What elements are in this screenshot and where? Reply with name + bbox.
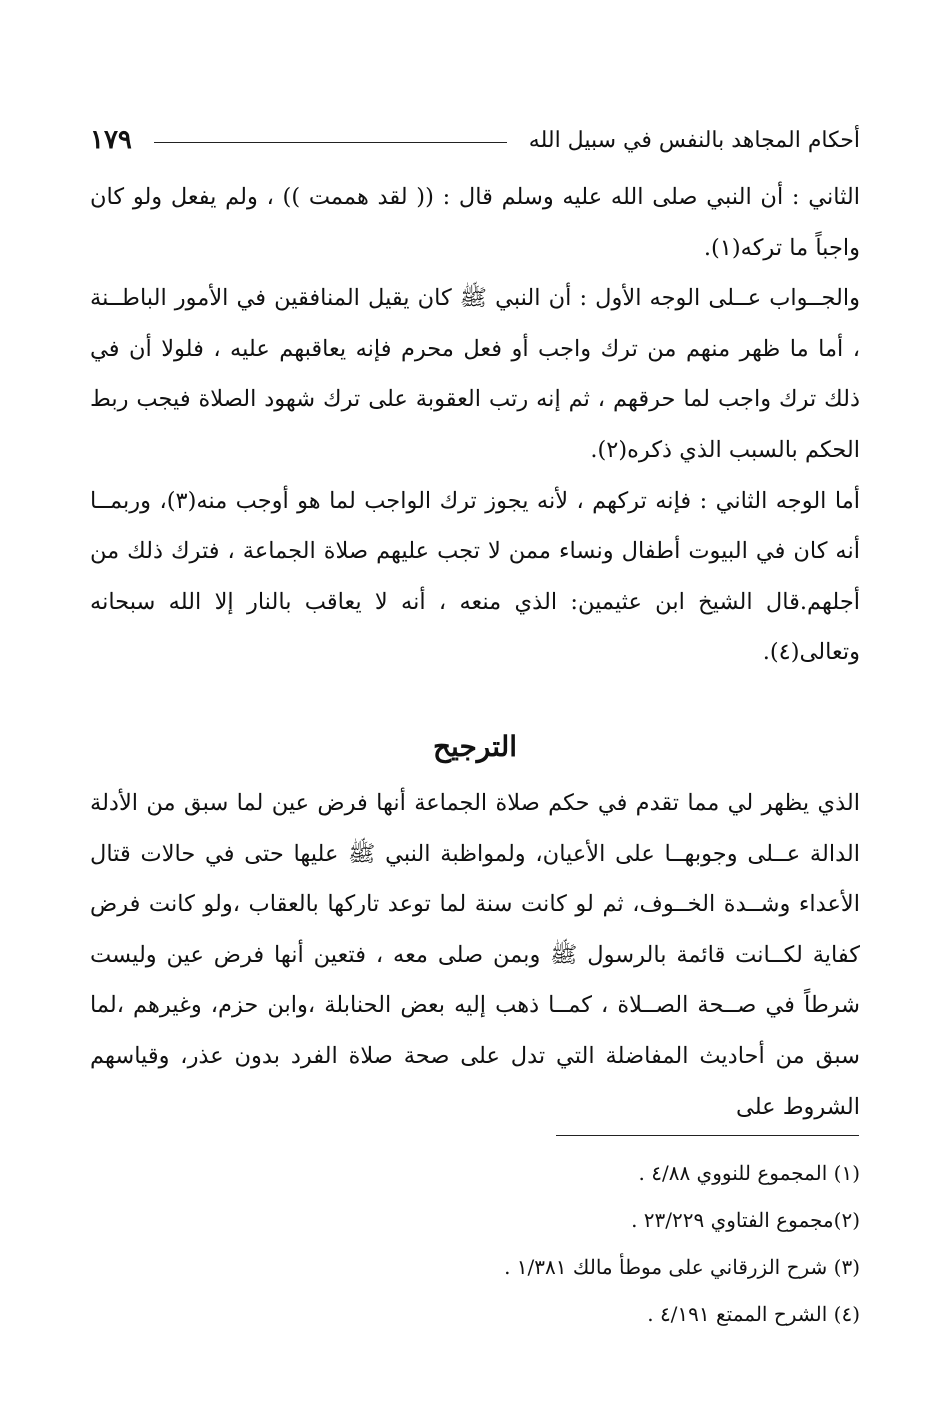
footnote: (٢)مجموع الفتاوي ٢٣/٢٢٩ . — [631, 1208, 860, 1232]
paragraph: الثاني : أن النبي صلى الله عليه وسلم قال : (( لقد هممت )) ، ولم يفعل ولو كان واجباً ما تركه(١). — [90, 184, 860, 261]
footnotes — [300, 1150, 860, 1338]
paragraph: الذي يظهر لي مما تقدم في حكم صلاة الجماعة أنها فرض عين لما سبق من الأدلة الدالة عــلى وجوبهــا على الأعيان، ولمواظبة النبي ﷺ عليها حتى في حالات قتال الأعداء وشــدة الخــوف، ثم لو كانت سنة لما توعد تاركها بالعقاب ،ولو كانت فرض كفاية لكــانت قائمة بالرسول ﷺ وبمن صلى معه ، فتعين أنها فرض عين وليست شرطاً في صــحة الصــلاة ، كمــا ذهب إليه بعض الحنابلة ،وابن حزم، وغيرهم ،لما سبق من أحاديث المفاضلة التي تدل على صحة صلاة الفرد بدون عذر، وقياسهم الشروط على — [90, 790, 860, 1120]
page-number: ١٧٩ — [90, 125, 132, 155]
footnote: (٤) الشرح الممتع ٤/١٩١ . — [647, 1302, 860, 1326]
footnote: (٣) شرح الزرقاني على موطأ مالك ١/٣٨١ . — [504, 1255, 860, 1279]
running-header — [90, 118, 860, 162]
paragraph: أما الوجه الثاني : فإنه تركهم ، لأنه يجوز ترك الواجب لما هو أوجب منه(٣)، وربمــا أنه كان في البيوت أطفال ونساء ممن لا تجب عليهم صلاة الجماعة ، فترك ذلك من أجلهم.قال الشيخ ابن عثيمين: الذي منعه ، أنه لا يعاقب بالنار إلا الله سبحانه وتعالى(٤). — [90, 487, 860, 666]
conclusion-text-block — [90, 778, 860, 1132]
header-rule — [154, 142, 507, 143]
main-text-block — [90, 172, 860, 678]
footnote: (١) المجموع للنووي ٤/٨٨ . — [638, 1161, 860, 1185]
footnote-separator — [556, 1135, 859, 1136]
section-heading: الترجيح — [432, 730, 518, 763]
header-title: أحكام المجاهد بالنفس في سبيل الله — [528, 127, 860, 153]
paragraph: والجــواب عــلى الوجه الأول : أن النبي ﷺ كان يقيل المنافقين في الأمور الباطــنة ، أما ما ظهر منهم من ترك واجب أو فعل محرم فإنه يعاقبهم عليه ، فلولا أن في ذلك ترك واجب لما حرقهم ، ثم إنه رتب العقوبة على ترك شهود الصلاة فيجب ربط الحكم بالسبب الذي ذكره(٢). — [90, 285, 860, 463]
